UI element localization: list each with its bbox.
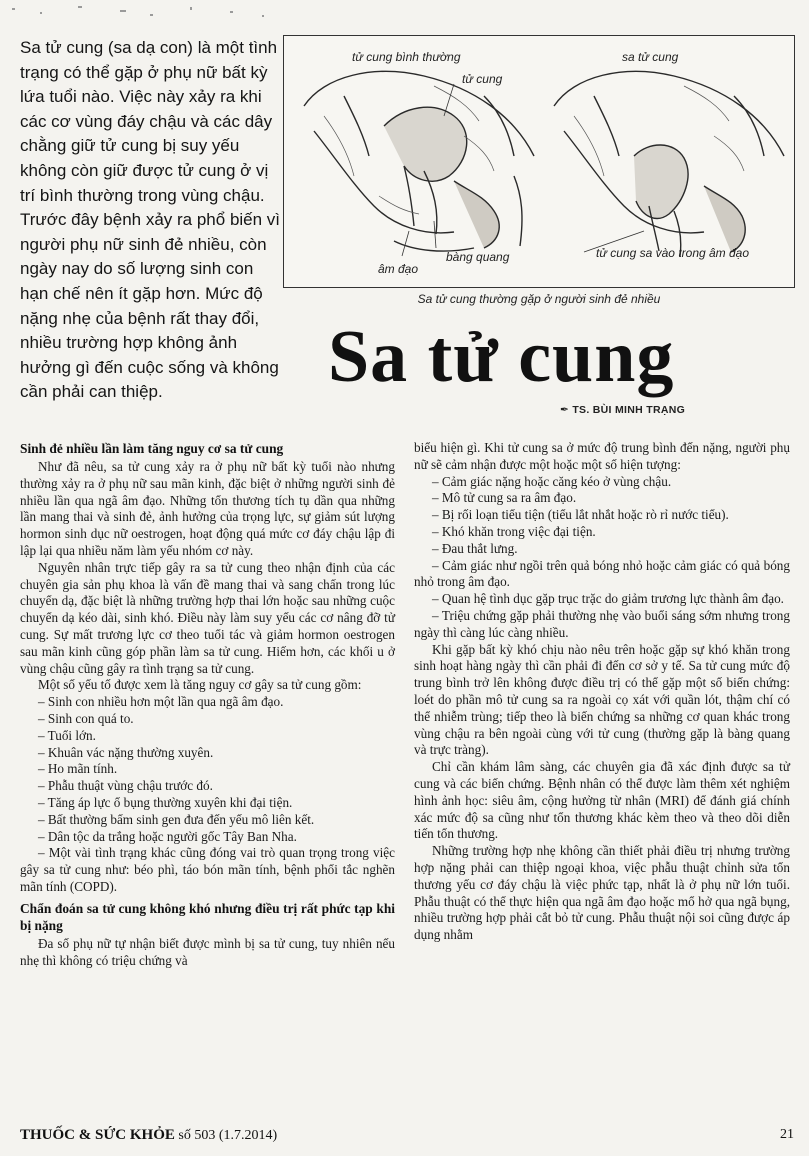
list-item: – Cảm giác nặng hoặc căng kéo ở vùng chậu.	[432, 473, 672, 489]
magazine-name: THUỐC & SỨC KHỎE	[20, 1127, 175, 1143]
left-column	[20, 440, 395, 969]
paragraph: Chỉ cần khám lâm sàng, các chuyên gia đã xác định được sa tử cung và các biến chứng. Bệnh nhân có thể được làm thêm xét nghiệm hình ảnh học: siêu âm, cộng hưởng từ nhân (MRI) để đánh giá chính xác mức độ sa cũng như tổn thương khác kèm theo và theo dõi diễn tiến tổn thương.	[414, 759, 790, 842]
list-item: – Quan hệ tình dục gặp trục trặc do giảm trương lực thành âm đạo.	[432, 591, 784, 607]
pen-icon: ✒	[560, 404, 573, 416]
footer-magazine	[20, 1127, 277, 1144]
paragraph: Những trường hợp nhẹ không cần thiết phải điều trị nhưng trường hợp nặng phải can thiệp ngoại khoa, việc phẫu thuật chỉnh sửa tổn thương yếu cơ đáy chậu là việc phức tạp, nhất là ở phụ nữ lớn tuổi. Phẫu thuật có thể thực hiện qua ngã âm đạo hoặc mổ hở qua ngã bụng, nhiều trường hợp phải cắt bỏ tử cung. Phẫu thuật nội soi cũng được áp dụng nhằm	[414, 843, 790, 943]
paragraph: Như đã nêu, sa tử cung xảy ra ở phụ nữ bất kỳ tuổi nào nhưng thường xảy ra ở phụ nữ sau mãn kinh, đặc biệt ở những người sinh đẻ nhiều lần qua ngã âm đạo. Những tổn thương tích tụ dần qua những lần mang thai và sinh đẻ, ảnh hưởng của trọng lực, sự giảm sút lượng hormon sinh dục nữ oestrogen, hoạt động quá mức cơ đáy chậu lập đi lập lại qua nhiều năm làm yếu nhóm cơ này.	[20, 459, 395, 558]
section-heading-risk: Sinh đẻ nhiều lần làm tăng nguy cơ sa tử cung	[20, 441, 284, 456]
scan-artifact	[0, 0, 300, 24]
list-item: – Dân tộc da trắng hoặc người gốc Tây Ban Nha.	[38, 828, 297, 844]
risk-list	[20, 694, 395, 896]
paragraph: Khi gặp bất kỳ khó chịu nào nêu trên hoặc gặp sự khó khăn trong sinh hoạt hàng ngày thì cần phải đi đến cơ sở y tế. Sa tử cung mức độ trung bình trở lên không được điều trị có thể gặp một số biến chứng: loét do phần mô tử cung sa ra ngoài cọ xát với quần lót, thậm chí có thể nhiễm trùng; tiếp theo là biến chứng sa những cơ quan khác trong vùng chậu ra bên ngoài cùng với tử cung (thường gặp là bàng quang và trực tràng).	[414, 641, 790, 758]
list-item: – Đau thắt lưng.	[432, 540, 518, 556]
list-item: – Sinh con quá to.	[38, 710, 134, 726]
label-uterus: tử cung	[462, 72, 503, 86]
right-column	[414, 440, 790, 944]
label-prolapse: sa tử cung	[622, 50, 679, 64]
list-item: – Một vài tình trạng khác cũng đóng vai trò quan trọng trong việc gây sa tử cung như: béo phì, táo bón mãn tính, bệnh phổi tắc nghẽn mãn tính (COPD).	[20, 845, 395, 894]
paragraph: Nguyên nhân trực tiếp gây ra sa tử cung theo nhận định của các chuyên gia sản phụ khoa là vấn đề mang thai và sang chấn trong lúc chuyển dạ, đặc biệt là những trường hợp thai lớn hoặc sau những cuộc chuyển dạ kéo dài, sinh khó. Điều này làm suy yếu các cơ nâng đỡ tử cung. Sự mất trương lực cơ theo tuổi tác và giảm hormon oestrogen sau mãn kinh cũng góp phần làm sa tử cung. Hiếm hơn, các khối u ở vùng chậu cũng gây ra tình trạng sa tử cung.	[20, 559, 395, 676]
anatomy-figure	[283, 35, 795, 288]
symptom-list	[414, 474, 790, 642]
section-heading-diagnosis: Chẩn đoán sa tử cung không khó nhưng điều trị rất phức tạp khi bị nặng	[20, 900, 395, 933]
figure-caption: Sa tử cung thường gặp ở người sinh đẻ nhiều	[417, 292, 661, 306]
list-item: – Tăng áp lực ổ bụng thường xuyên khi đại tiện.	[38, 794, 293, 810]
intro-paragraph: Sa tử cung (sa dạ con) là một tình trạng có thể gặp ở phụ nữ bất kỳ lứa tuổi nào. Việc này xảy ra khi các cơ vùng đáy chậu và các dây chằng giữ tử cung bị suy yếu không còn giữ được tử cung ở vị trí bình thường trong vùng chậu. Trước đây bệnh xảy ra phổ biến vì người phụ nữ sinh đẻ nhiều, còn ngày nay do số lượng sinh con hạn chế nên ít gặp hơn. Mức độ nặng nhẹ của bệnh rất thay đổi, nhiều trường hợp không ảnh hưởng gì đến cuộc sống và không cần phải can thiệp.	[20, 38, 281, 402]
list-item: – Bị rối loạn tiểu tiện (tiểu lắt nhắt hoặc rò rỉ nước tiểu).	[432, 507, 729, 523]
label-bladder: bàng quang	[446, 250, 510, 264]
issue-number: số 503 (1.7.2014)	[178, 1128, 278, 1143]
list-item: – Cảm giác như ngồi trên quả bóng nhỏ hoặc cảm giác có quả bóng nhỏ trong âm đạo.	[414, 557, 790, 590]
label-normal-uterus: tử cung bình thường	[352, 50, 461, 64]
list-item: – Triệu chứng gặp phải thường nhẹ vào buổi sáng sớm nhưng trong ngày thì càng lúc càng nhiều.	[414, 607, 790, 640]
list-item: – Bất thường bẩm sinh gen đưa đến yếu mô liên kết.	[38, 811, 315, 827]
page-number: 21	[780, 1127, 794, 1142]
list-item: – Tuổi lớn.	[38, 727, 96, 743]
paragraph: Đa số phụ nữ tự nhận biết được mình bị sa tử cung, tuy nhiên nếu nhẹ thì không có triệu chứng và	[20, 935, 395, 968]
author-name: TS. BÙI MINH TRẠNG	[572, 404, 686, 416]
list-item: – Khó khăn trong việc đại tiện.	[432, 523, 596, 539]
list-item: – Ho mãn tính.	[38, 761, 118, 777]
list-item: – Mô tử cung sa ra âm đạo.	[432, 490, 577, 506]
list-item: – Sinh con nhiều hơn một lần qua ngã âm đạo.	[38, 694, 284, 710]
article-title: Sa tử cung	[328, 316, 675, 398]
list-item: – Khuân vác nặng thường xuyên.	[38, 744, 214, 760]
list-item: – Phẫu thuật vùng chậu trước đó.	[38, 778, 213, 794]
label-vagina: âm đạo	[378, 262, 419, 276]
author-line	[560, 404, 790, 416]
paragraph: Một số yếu tố được xem là tăng nguy cơ gây sa tử cung gồm:	[38, 677, 362, 693]
paragraph: biểu hiện gì. Khi tử cung sa ở mức độ trung bình đến nặng, người phụ nữ sẽ cảm nhận được một hoặc một số hiện tượng:	[414, 440, 790, 472]
label-prolapse-into-vagina: tử cung sa vào trong âm đạo	[596, 246, 750, 260]
